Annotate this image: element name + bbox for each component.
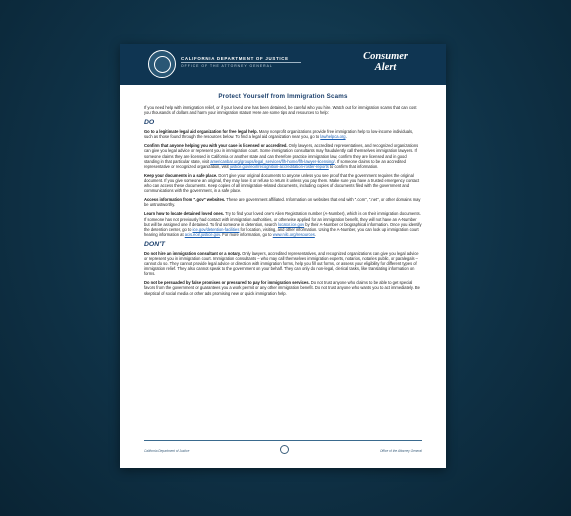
tip-lead: Keep your documents in a safe place. [144, 172, 218, 178]
eoir-roster-link[interactable]: justice.gov/eoir/recognition-accreditation-roster-reports [229, 163, 329, 169]
do-heading: DO [144, 119, 155, 127]
tip-lead: Do not hire an immigration consultant or a notary. [144, 250, 242, 256]
consumer-alert-badge [363, 51, 408, 73]
ice-locator-link[interactable]: locator.ice.gov [277, 221, 305, 227]
document-body [120, 85, 446, 296]
tip-documents: Keep your documents in a safe place. Don't give your original documents to anyone unless you see proof that the government requires the original document. If you give someone an original, they may lose it or refuse to return it unless you pay them. Make sure you have a trusted emergency contact who can access these documents. Keep copies of all immigration-related documents, including copies of documents filed with the government and communications with the government, in a safe place. [144, 172, 420, 194]
nilc-link[interactable]: www.nilc.org/resources [272, 231, 315, 237]
detention-facilities-link[interactable]: ice.gov/detention-facilities [192, 226, 240, 232]
document-footer [144, 440, 422, 453]
tip-detained: Learn how to locate detained loved ones. Try to find your loved one's Alien Registration number (A-Number), which is on their immigration documents. If someone has not previously had contact with immigration authorities, or otherwise applied for an immigration benefit, they will not have an A-Number but will be assigned one if detained. To find someone in detention, search locator.ice.gov by their A-Number or biographical information. Once you identify the detention center, go to ice.gov/detention-facilities for location, visiting, and other information. Using the A-Number, you can look up immigration court hearing information at acis.eoir.justice.gov. For more information, go to www.nilc.org/resources. [144, 211, 422, 237]
tip-notary: Do not hire an immigration consultant or a notary. Only lawyers, accredited representatives, and recognized organizations can give you legal advice or represent you in immigration court. Immigration consultants – who may call themselves immigration experts, notarios, notaries public, or paralegals – cannot do so. They cannot provide legal advice or direction with immigration forms, help you fill out forms, or assess your eligibility for different types of immigration relief. They also cannot speak to the government on your behalf. They can only do non-legal, clerical tasks, like translating information on forms. [144, 250, 419, 277]
tip-lead: Confirm that anyone helping you with your case is licensed or accredited. [144, 143, 288, 149]
alert-document [120, 44, 446, 468]
page-title: Protect Yourself from Immigration Scams [218, 93, 348, 100]
header-divider [181, 62, 301, 63]
office-name: OFFICE OF THE ATTORNEY GENERAL [181, 64, 273, 68]
dont-heading: DON'T [144, 240, 165, 248]
acis-link[interactable]: acis.eoir.justice.gov [184, 231, 220, 237]
tip-pressure: Do not be persuaded by false promises or pressured to pay for immigration services. Do not trust anyone who claims to be able to get special favors from the government or guarantees you a work permit or any other immigration benefit. Do not trust anyone who wants you to act immediately. Be skeptical of social media or other ads promising new or quick immigration help. [144, 280, 420, 296]
tip-lead: Go to a legitimate legal aid organization for free legal help. [144, 129, 258, 135]
document-header [120, 44, 446, 85]
tip-licensed: Confirm that anyone helping you with your case is licensed or accredited. Only lawyers, accredited representatives, and recognized organizations can give you legal advice or represent you in immigration court. Some immigration consultants may fraudulently call themselves immigration lawyers. If someone claims they are licensed in California or another state and can therefore practice immigration law, confirm they are licensed and in good standing in that particular state, visit americanbar.org/groups/legal_services/flh-home/flh-lawyer-licensing/. If someone claims to be an accredited representative or recognized organization, visit justice.gov/eoir/recognition-accreditation-roster-reports to confirm that information. [144, 143, 419, 169]
state-seal-icon [148, 50, 176, 78]
tip-lead: Do not be persuaded by false promises or pressured to pay for immigration services. [144, 280, 310, 286]
tip-lead: Access information from ".gov" websites. [144, 197, 226, 203]
tip-lead: Learn how to locate detained loved ones. [144, 211, 225, 217]
alert-line-1: Consumer [363, 51, 408, 62]
department-name: CALIFORNIA DEPARTMENT OF JUSTICE [181, 56, 289, 61]
intro-paragraph: If you need help with immigration relief, or if your loved one has been detained, be careful who you hire. Watch out for immigration scams that can cost you thousands of dollars and harm your immigration status! Here are some tips and resources to help: [144, 105, 417, 116]
tip-legal-aid: Go to a legitimate legal aid organization for free legal help. Many nonprofit organizations provide free immigration help to low-income individuals, such as those found through the resources below. To find a legal aid organization near you, go to lawhelpca.org. [144, 129, 414, 140]
aba-licensing-link[interactable]: americanbar.org/groups/legal_services/flh-home/flh-lawyer-licensing/ [210, 158, 335, 164]
footer-department: California Department of Justice [144, 449, 190, 453]
footer-seal-icon [280, 445, 289, 454]
footer-office: Office of the Attorney General [379, 449, 422, 453]
alert-line-2: Alert [374, 62, 397, 73]
lawhelp-link[interactable]: lawhelpca.org [320, 134, 346, 140]
tip-gov-sites: Access information from ".gov" websites. These are government affiliated. Information on websites that end with ".com", ".net", or other domains may be untrustworthy. [144, 197, 421, 208]
